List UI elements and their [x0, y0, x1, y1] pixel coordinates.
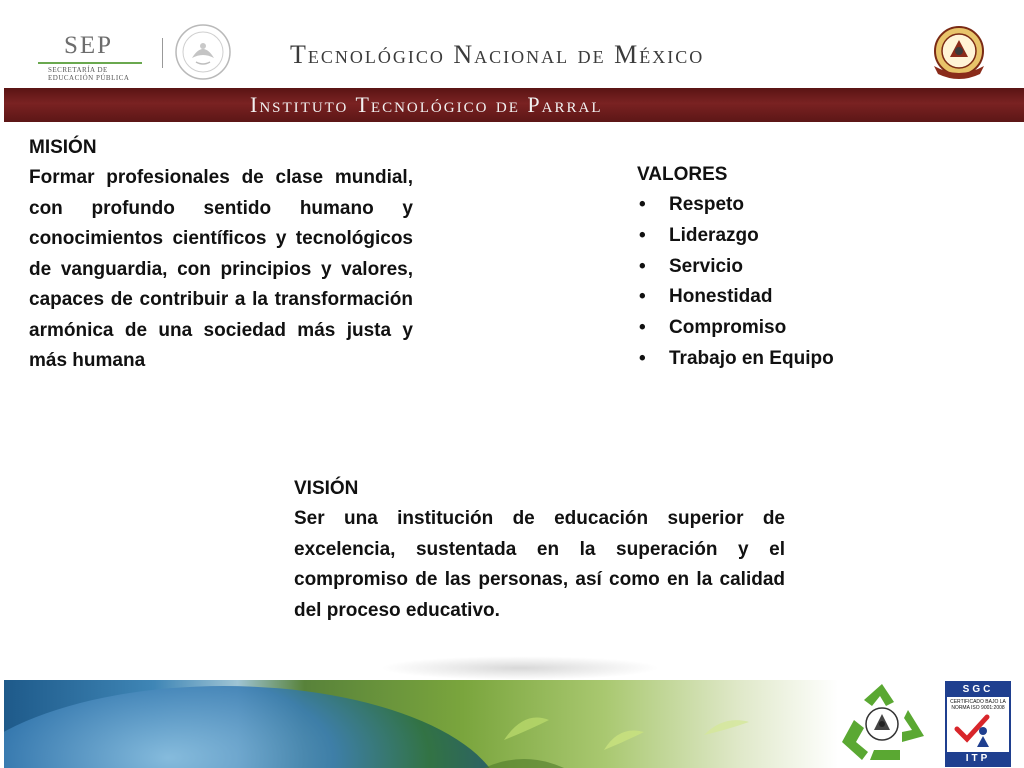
- leaves-decoration: [4, 680, 838, 768]
- valor-label: Respeto: [669, 194, 744, 215]
- bullet: •: [639, 224, 646, 246]
- footer-earth-banner: [4, 680, 838, 768]
- list-item: [637, 221, 897, 252]
- bullet: •: [639, 347, 646, 369]
- sep-logo-line2: EDUCACIÓN PÚBLICA: [48, 74, 130, 82]
- vision-text: Ser una institución de educación superior de excelencia, sustentada en la superación y el compromiso de las personas, así como en la calidad del proceso educativo.: [294, 508, 785, 621]
- valor-label: Compromiso: [669, 317, 787, 339]
- bullet: •: [639, 317, 646, 339]
- vision-heading: VISIÓN: [294, 478, 359, 499]
- vision-section: [294, 474, 785, 626]
- mision-text: Formar profesionales de clase mundial, con profundo sentido humano y conocimientos científicos y tecnológicos de vanguardia, con principios y valores, capaces de contribuir a la transformación armónica de una sociedad más justa y más humana: [29, 167, 413, 371]
- institute-title: Instituto Tecnológico de Parral: [250, 92, 603, 117]
- sgc-certificate-badge: [945, 681, 1011, 767]
- mision-heading: MISIÓN: [29, 137, 97, 158]
- valor-label: Liderazgo: [669, 224, 759, 246]
- sep-logo-underline: [38, 62, 142, 64]
- sep-logo-line1: SECRETARÍA DE: [48, 66, 108, 74]
- institute-band: [4, 88, 1024, 122]
- mision-section: [29, 133, 413, 377]
- itp-crest-icon: [928, 24, 990, 82]
- header: [0, 0, 1024, 117]
- bullet: •: [639, 286, 646, 308]
- sgc-badge-title: SGC: [947, 683, 1009, 697]
- header-divider: [162, 38, 163, 68]
- list-item: [637, 252, 897, 283]
- valor-label: Honestidad: [669, 286, 773, 308]
- bullet: •: [639, 255, 646, 277]
- valores-heading: VALORES: [637, 164, 728, 185]
- valores-list: [637, 190, 897, 375]
- footer-shadow: [380, 656, 660, 680]
- recycle-icon: [834, 680, 930, 766]
- bullet: •: [639, 194, 646, 215]
- list-item: [637, 190, 897, 221]
- valor-label: Servicio: [669, 255, 743, 277]
- check-person-icon: [947, 711, 1009, 749]
- list-item: [637, 344, 897, 375]
- list-item: [637, 313, 897, 344]
- list-item: [637, 282, 897, 313]
- sgc-badge-footer: ITP: [947, 752, 1009, 765]
- sgc-badge-caption: CERTIFICADO BAJO LA NORMA ISO 9001:2008: [950, 699, 1006, 711]
- tecnm-title: Tecnológico Nacional de México: [290, 40, 705, 69]
- sep-logo: [34, 32, 144, 80]
- valor-label: Trabajo en Equipo: [669, 347, 834, 369]
- valores-section: [637, 160, 897, 375]
- sep-logo-word: SEP: [64, 32, 114, 59]
- mexico-seal-icon: [172, 22, 234, 82]
